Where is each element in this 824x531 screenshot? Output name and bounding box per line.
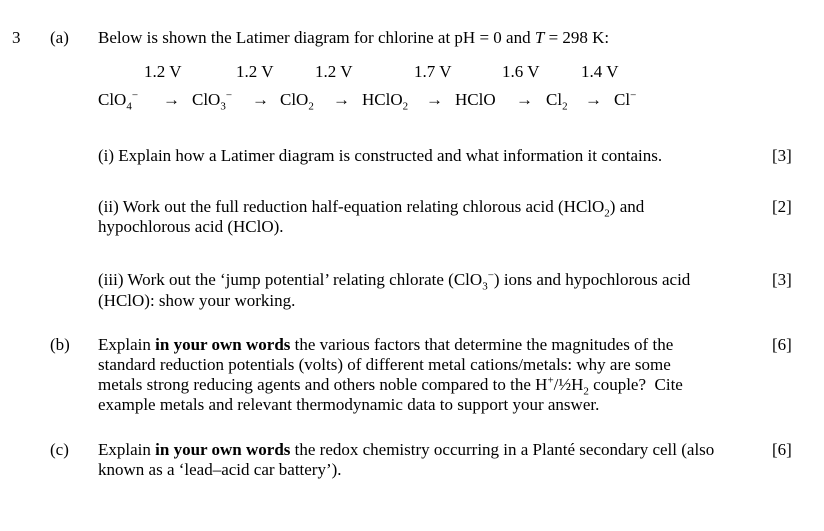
part-c-label: (c) [50, 440, 69, 459]
question-a-ii-line2: hypochlorous acid (HClO). [98, 217, 284, 236]
potential-1: 1.2 V [144, 62, 182, 81]
potential-6: 1.4 V [581, 62, 619, 81]
marks-c: [6] [772, 440, 792, 459]
potential-2: 1.2 V [236, 62, 274, 81]
arrow-4: → [426, 90, 443, 109]
part-a-intro: Below is shown the Latimer diagram for chlorine at pH = 0 and T = 298 K: [98, 28, 610, 47]
arrow-1: → [163, 90, 180, 109]
species-hclo2: HClO$_2$ [362, 90, 409, 113]
species-clo3: ClO$_3$− [192, 89, 233, 113]
part-b-line1: Explain in your own words the various factors that determine the magnitudes of the [98, 335, 674, 354]
potential-4: 1.7 V [414, 62, 452, 81]
part-b-line3: metals strong reducing agents and others noble compared to the $H^+/\frac{1}{2}H_2$ couple? Cite [98, 374, 683, 398]
question-number: 3 [12, 28, 21, 47]
species-clo4: ClO$_4$− [98, 89, 139, 113]
part-b-label: (b) [50, 335, 70, 354]
arrow-5: → [516, 90, 533, 109]
marks-a-i: [3] [772, 146, 792, 165]
question-a-ii-line1: (ii) Work out the full reduction half-equation relating chlorous acid (HClO$_2$) and [98, 197, 645, 220]
marks-a-iii: [3] [772, 270, 792, 289]
species-cl2: $Cl_2$ [546, 90, 568, 113]
species-hclo: HClO [455, 90, 496, 109]
marks-a-ii: [2] [772, 197, 792, 216]
arrow-3: → [333, 90, 350, 109]
marks-b: [6] [772, 335, 792, 354]
part-c-line2: known as a ‘lead–acid car battery’). [98, 460, 342, 479]
question-a-iii-line1: (iii) Work out the ‘jump potential’ relating chlorate (ClO$_3$−) ions and hypochlorous acid [98, 269, 691, 293]
potential-5: 1.6 V [502, 62, 540, 81]
part-b-line2: standard reduction potentials (volts) of different metal cations/metals: why are some [98, 355, 671, 374]
potential-3: 1.2 V [315, 62, 353, 81]
part-b-line4: example metals and relevant thermodynamic data to support your answer. [98, 395, 600, 414]
part-a-label: (a) [50, 28, 69, 47]
arrow-2: → [252, 90, 269, 109]
part-c-line1: Explain in your own words the redox chemistry occurring in a Planté secondary cell (also [98, 440, 715, 459]
question-a-iii-line2: (HClO): show your working. [98, 291, 296, 310]
question-a-i: (i) Explain how a Latimer diagram is constructed and what information it contains. [98, 146, 663, 165]
species-clo2: ClO$_2$ [280, 90, 314, 113]
arrow-6: → [585, 90, 602, 109]
species-cl-minus: Cl− [614, 89, 637, 109]
